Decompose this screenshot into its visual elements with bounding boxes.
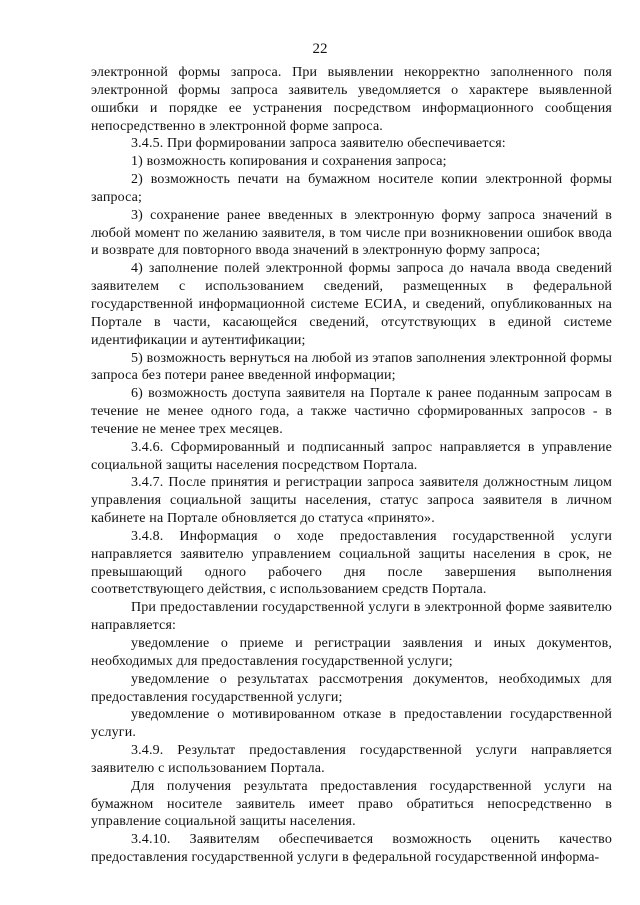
paragraph-3-4-8: 3.4.8. Информация о ходе предоставления государственной услуги направляется заявителю управлением социальной защиты населения в срок, не превышающий одного рабочего дня после завершения выполнения соответствующего действия, с использованием средств Портала. bbox=[91, 528, 612, 598]
notification-item-3: уведомление о мотивированном отказе в предоставлении государственной услуги. bbox=[91, 707, 612, 741]
paragraph-3-4-10: 3.4.10. Заявителям обеспечивается возможность оценить качество предоставления государственной услуги в федеральной государственной информа- bbox=[91, 832, 612, 866]
notification-item-1: уведомление о приеме и регистрации заявления и иных документов, необходимых для предоставления государственной услуги; bbox=[91, 636, 612, 669]
paragraph-paper-result: Для получения результата предоставления государственной услуги на бумажном носителе заявитель имеет право обратиться непосредственно в управление социальной защиты населения. bbox=[91, 778, 612, 830]
list-item-1: 1) возможность копирования и сохранения запроса; bbox=[131, 154, 447, 170]
list-item-5: 5) возможность вернуться на любой из этапов заполнения электронной формы запроса без потери ранее введенной информации; bbox=[91, 350, 612, 384]
paragraph-3-4-9: 3.4.9. Результат предоставления государственной услуги направляется заявителю с использованием Портала. bbox=[91, 743, 612, 776]
paragraph-3-4-7: 3.4.7. После принятия и регистрации запроса заявителя должностным лицом управления социальной защиты населения, статус запроса заявителя в личном кабинете на Портале обновляется до статуса «принято». bbox=[91, 475, 612, 527]
list-item-2: 2) возможность печати на бумажном носителе копии электронной формы запроса; bbox=[91, 172, 612, 205]
paragraph-3-4-6: 3.4.6. Сформированный и подписанный запрос направляется в управление социальной защиты населения посредством Портала. bbox=[91, 439, 612, 473]
paragraph-3-4-5: 3.4.5. При формировании запроса заявителю обеспечивается: bbox=[131, 136, 506, 152]
document-body bbox=[91, 64, 612, 867]
page-number: 22 bbox=[312, 41, 328, 57]
list-item-3: 3) сохранение ранее введенных в электронную форму запроса значений в любой момент по желанию заявителя, в том числе при возникновении ошибок ввода и возврате для повторного ввода значений в электронную форму запроса; bbox=[91, 207, 612, 259]
paragraph-notifications-intro: При предоставлении государственной услуги в электронной форме заявителю направляется: bbox=[91, 600, 612, 634]
list-item-4: 4) заполнение полей электронной формы запроса до начала ввода сведений заявителем с использованием сведений, размещенных в федеральной государственной информационной системе ЕСИА, и сведений, опубликованных на Портале в части, касающейся сведений, отсутствующих в единой системе идентификации и аутентификации; bbox=[91, 261, 612, 348]
notification-item-2: уведомление о результатах рассмотрения документов, необходимых для предоставления государственной услуги; bbox=[91, 671, 612, 705]
paragraph-continuation: электронной формы запроса. При выявлении некорректно заполненного поля электронной формы запроса заявитель уведомляется о характере выявленной ошибки и порядке ее устранения посредством информационного сообщения непосредственно в электронной форме запроса. bbox=[91, 65, 612, 134]
list-item-6: 6) возможность доступа заявителя на Портале к ранее поданным запросам в течение не менее одного года, а также частично сформированных запросов - в течение не менее трех месяцев. bbox=[91, 386, 612, 437]
